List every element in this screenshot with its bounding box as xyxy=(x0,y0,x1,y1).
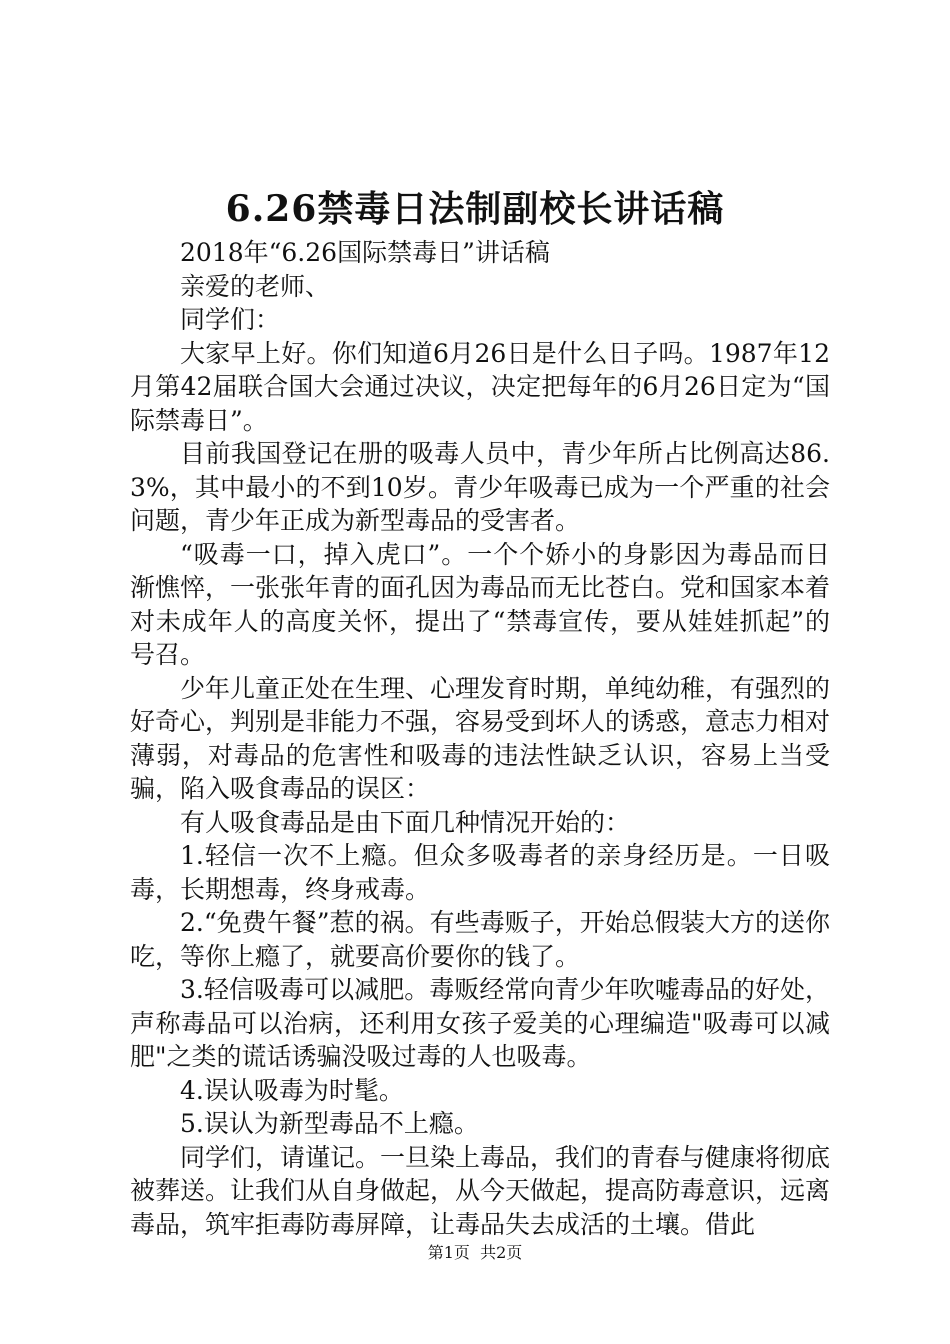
document-title: 6.26禁毒日法制副校长讲话稿 xyxy=(225,188,725,230)
paragraph-greeting: 大家早上好。你们知道6月26日是什么日子吗。1987年12月第42届联合国大会通过决议，决定把每年的6月26日定为“国际禁毒日”。 xyxy=(130,338,830,435)
paragraph-slogan: “吸毒一口，掉入虎口”。一个个娇小的身影因为毒品而日渐憔悴，一张张年青的面孔因为毒品而无比苍白。党和国家本着对未成年人的高度关怀，提出了“禁毒宣传，要从娃娃抓起”的号召。 xyxy=(130,539,831,669)
paragraph-causes-intro: 有人吸食毒品是由下面几种情况开始的： xyxy=(180,807,631,837)
page-total: 共2页 xyxy=(480,1243,523,1262)
document-body xyxy=(130,236,830,1241)
list-item-cause-3: 3.轻信吸毒可以减肥。毒贩经常向青少年吹嘘毒品的好处，声称毒品可以治病，还利用女孩子爱美的心理编造"吸毒可以减肥"之类的谎话诱骗没吸过毒的人也吸毒。 xyxy=(130,975,830,1071)
list-item-cause-5: 5.误认为新型毒品不上瘾。 xyxy=(180,1109,479,1138)
page-number: 第1页 xyxy=(427,1243,470,1262)
paragraph-salutation-2: 同学们： xyxy=(180,305,281,334)
paragraph-closing: 同学们，请谨记。一旦染上毒品，我们的青春与健康将彻底被葬送。让我们从自身做起，从今天做起，提高防毒意识，远离毒品，筑牢拒毒防毒屏障，让毒品失去成活的土壤。借此 xyxy=(130,1142,831,1239)
list-item-cause-1: 1.轻信一次不上瘾。但众多吸毒者的亲身经历是。一日吸毒，长期想毒，终身戒毒。 xyxy=(130,841,830,904)
paragraph-youth: 少年儿童正处在生理、心理发育时期，单纯幼稚，有强烈的好奇心，判别是非能力不强，容易受到坏人的诱惑，意志力相对薄弱，对毒品的危害性和吸毒的违法性缺乏认识，容易上当受骗，陷入吸食毒品的误区： xyxy=(130,673,831,803)
list-item-cause-2: 2.“免费午餐”惹的祸。有些毒贩子，开始总假装大方的送你吃，等你上瘾了，就要高价要你的钱了。 xyxy=(130,908,830,971)
paragraph-salutation-1: 亲爱的老师、 xyxy=(180,271,331,301)
paragraph-heading: 2018年“6.26国际禁毒日”讲话稿 xyxy=(180,238,550,267)
paragraph-statistics: 目前我国登记在册的吸毒人员中，青少年所占比例高达86.3%，其中最小的不到10岁。青少年吸毒已成为一个严重的社会问题，青少年正成为新型毒品的受害者。 xyxy=(130,439,830,535)
page-footer xyxy=(0,1241,950,1265)
list-item-cause-4: 4.误认吸毒为时髦。 xyxy=(180,1075,404,1105)
